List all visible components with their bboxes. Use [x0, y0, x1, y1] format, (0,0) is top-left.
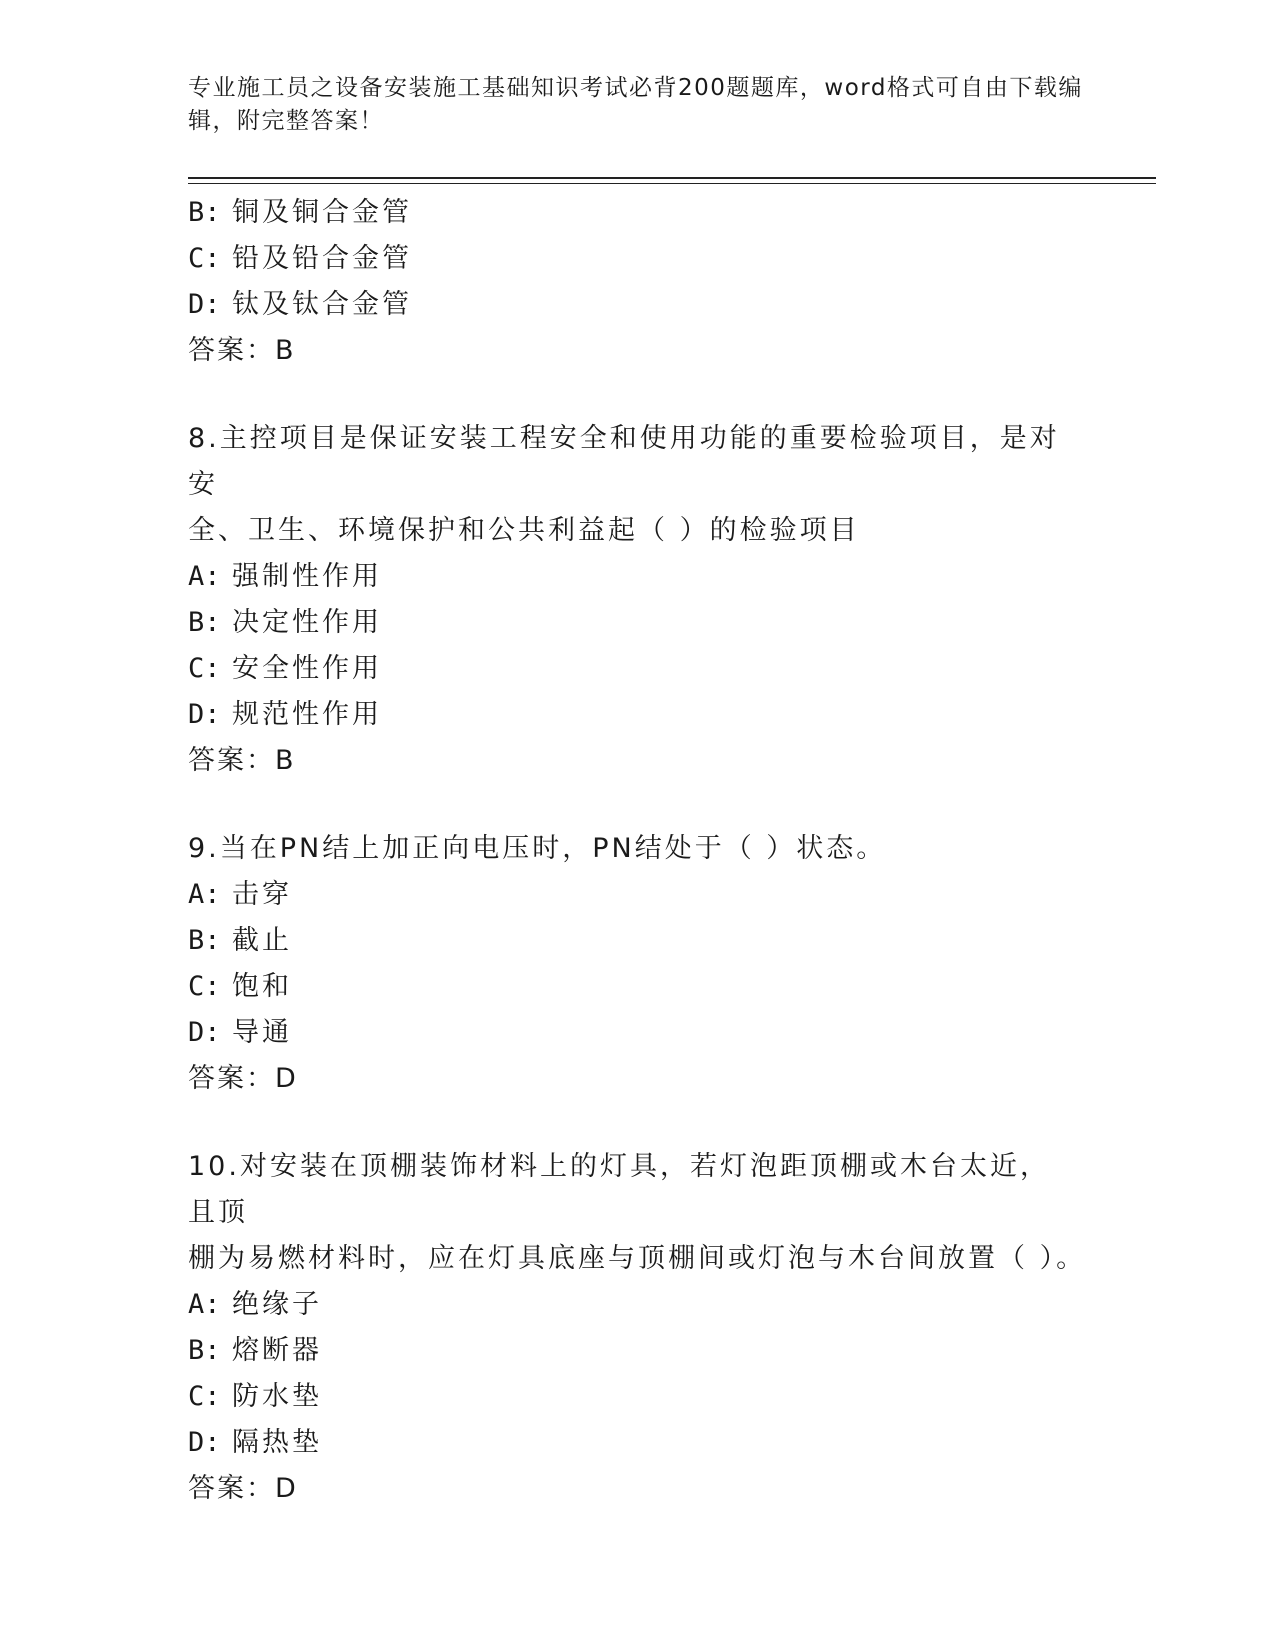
question-stem-line1: 9.当在PN结上加正向电压时，PN结处于（ ）状态。: [188, 833, 887, 864]
header-divider-thick: [188, 177, 1156, 179]
option-c: C: 饱和: [188, 971, 292, 1002]
answer-line: 答案：D: [188, 1473, 298, 1504]
option-b: B: 截止: [188, 925, 292, 956]
option-a: A: 绝缘子: [188, 1289, 322, 1320]
option-d: D: 隔热垫: [188, 1427, 322, 1458]
answer-line: 答案：B: [188, 335, 296, 366]
question-stem-line1: 10.对安装在顶棚装饰材料上的灯具，若灯泡距顶棚或木台太近，且顶: [188, 1151, 1050, 1228]
header-divider-thin: [188, 183, 1156, 184]
option-b: B: 铜及铜合金管: [188, 197, 412, 228]
option-c: C: 防水垫: [188, 1381, 322, 1412]
question-content: [188, 190, 1087, 1512]
question-10: [188, 1144, 1087, 1512]
question-stem-line1: 8.主控项目是保证安装工程安全和使用功能的重要检验项目，是对安: [188, 423, 1060, 500]
question-8: [188, 416, 1068, 784]
option-d: D: 钛及钛合金管: [188, 289, 412, 320]
option-d: D: 规范性作用: [188, 699, 382, 730]
option-b: B: 决定性作用: [188, 607, 382, 638]
option-c: C: 铅及铅合金管: [188, 243, 412, 274]
question-9: [188, 826, 1068, 1102]
option-a: A: 击穿: [188, 879, 292, 910]
prev-question-options: [188, 190, 1068, 374]
option-a: A: 强制性作用: [188, 561, 382, 592]
question-stem-line2: 全、卫生、环境保护和公共利益起（ ）的检验项目: [188, 515, 860, 546]
question-stem-line2: 棚为易燃材料时，应在灯具底座与顶棚间或灯泡与木台间放置（ ）。: [188, 1243, 1087, 1274]
option-b: B: 熔断器: [188, 1335, 322, 1366]
option-d: D: 导通: [188, 1017, 292, 1048]
answer-line: 答案：B: [188, 745, 296, 776]
document-header: 专业施工员之设备安装施工基础知识考试必背200题题库，word格式可自由下载编辑，附完整答案！: [188, 75, 1083, 134]
answer-line: 答案：D: [188, 1063, 298, 1094]
option-c: C: 安全性作用: [188, 653, 382, 684]
